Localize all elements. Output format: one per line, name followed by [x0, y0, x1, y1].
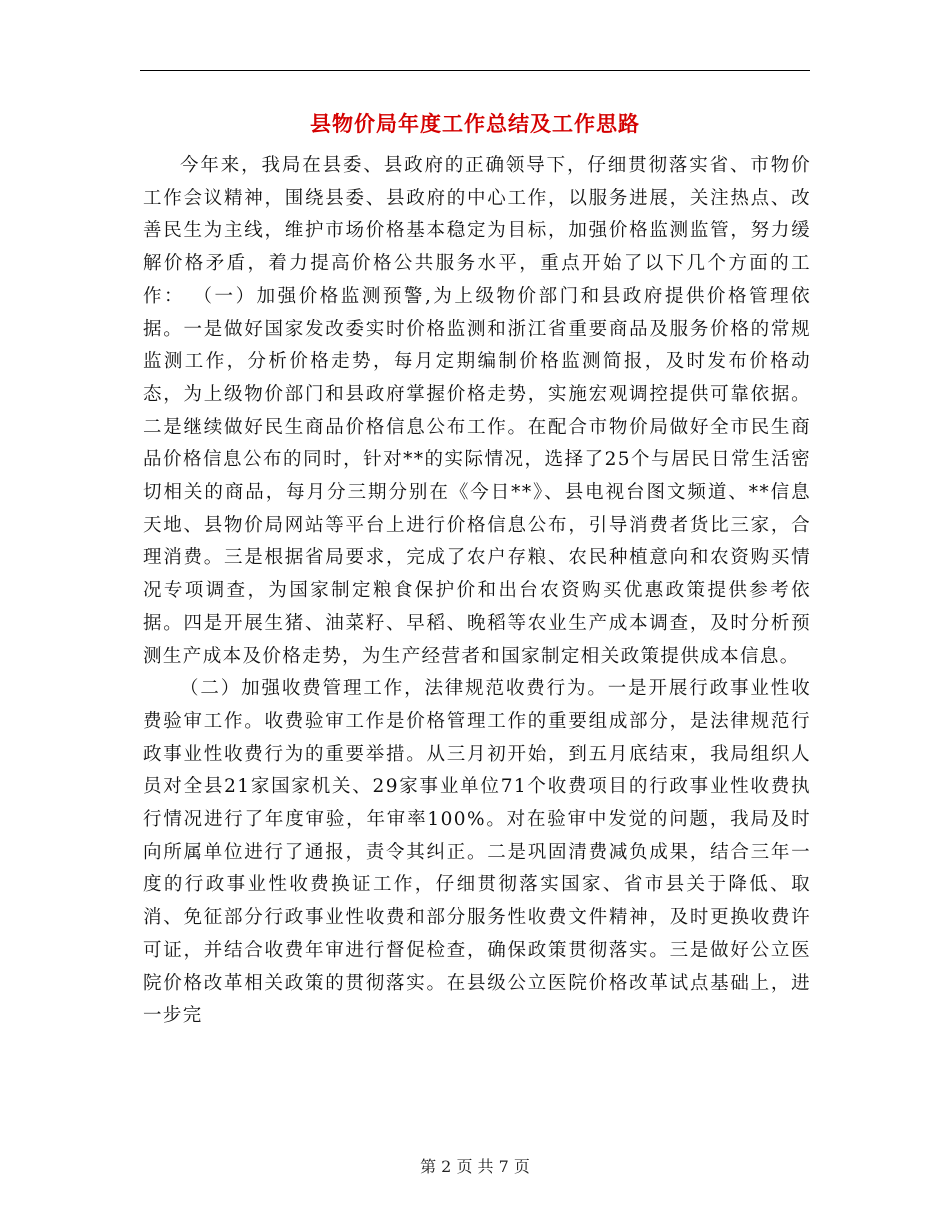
paragraph-2: （二）加强收费管理工作，法律规范收费行为。一是开展行政事业性收费验审工作。收费验审工作是价格管理工作的重要组成部分，是法律规范行政事业性收费行为的重要举措。从三月初开始，到五月底结束，我局组织人员对全县21家国家机关、29家事业单位71个收费项目的行政事业性收费执行情况进行了年度审验，年审率100%。对在验审中发觉的问题，我局及时向所属单位进行了通报，责令其纠正。二是巩固清费减负成果，结合三年一度的行政事业性收费换证工作，仔细贯彻落实国家、省市县关于降低、取消、免征部分行政事业性收费和部分服务性收费文件精神，及时更换收费许可证，并结合收费年审进行督促检查，确保政策贯彻落实。三是做好公立医院价格改革相关政策的贯彻落实。在县级公立医院价格改革试点基础上，进一步完	[143, 678, 811, 1027]
header-rule	[140, 70, 810, 71]
document-title: 县物价局年度工作总结及工作思路	[310, 111, 640, 136]
document-body	[143, 150, 811, 1033]
page-number: 第 2 页 共 7 页	[420, 1157, 530, 1176]
paragraph-1: 今年来，我局在县委、县政府的正确领导下，仔细贯彻落实省、市物价工作会议精神，围绕县委、县政府的中心工作，以服务进展，关注热点、改善民生为主线，维护市场价格基本稳定为目标，加强价格监测监管，努力缓解价格矛盾，着力提高价格公共服务水平，重点开始了以下几个方面的工作： （一）加强价格监测预警,为上级物价部门和县政府提供价格管理依据。一是做好国家发改委实时价格监测和浙江省重要商品及服务价格的常规监测工作，分析价格走势，每月定期编制价格监测简报，及时发布价格动态，为上级物价部门和县政府掌握价格走势，实施宏观调控提供可靠依据。二是继续做好民生商品价格信息公布工作。在配合市物价局做好全市民生商品价格信息公布的同时，针对**的实际情况，选择了25个与居民日常生活密切相关的商品，每月分三期分别在《今日**》、县电视台图文频道、**信息天地、县物价局网站等平台上进行价格信息公布，引导消费者货比三家，合理消费。三是根据省局要求，完成了农户存粮、农民种植意向和农资购买情况专项调查，为国家制定粮食保护价和出台农资购买优惠政策提供参考依据。四是开展生猪、油菜籽、早稻、晚稻等农业生产成本调查，及时分析预测生产成本及价格走势，为生产经营者和国家制定相关政策提供成本信息。	[143, 155, 811, 667]
